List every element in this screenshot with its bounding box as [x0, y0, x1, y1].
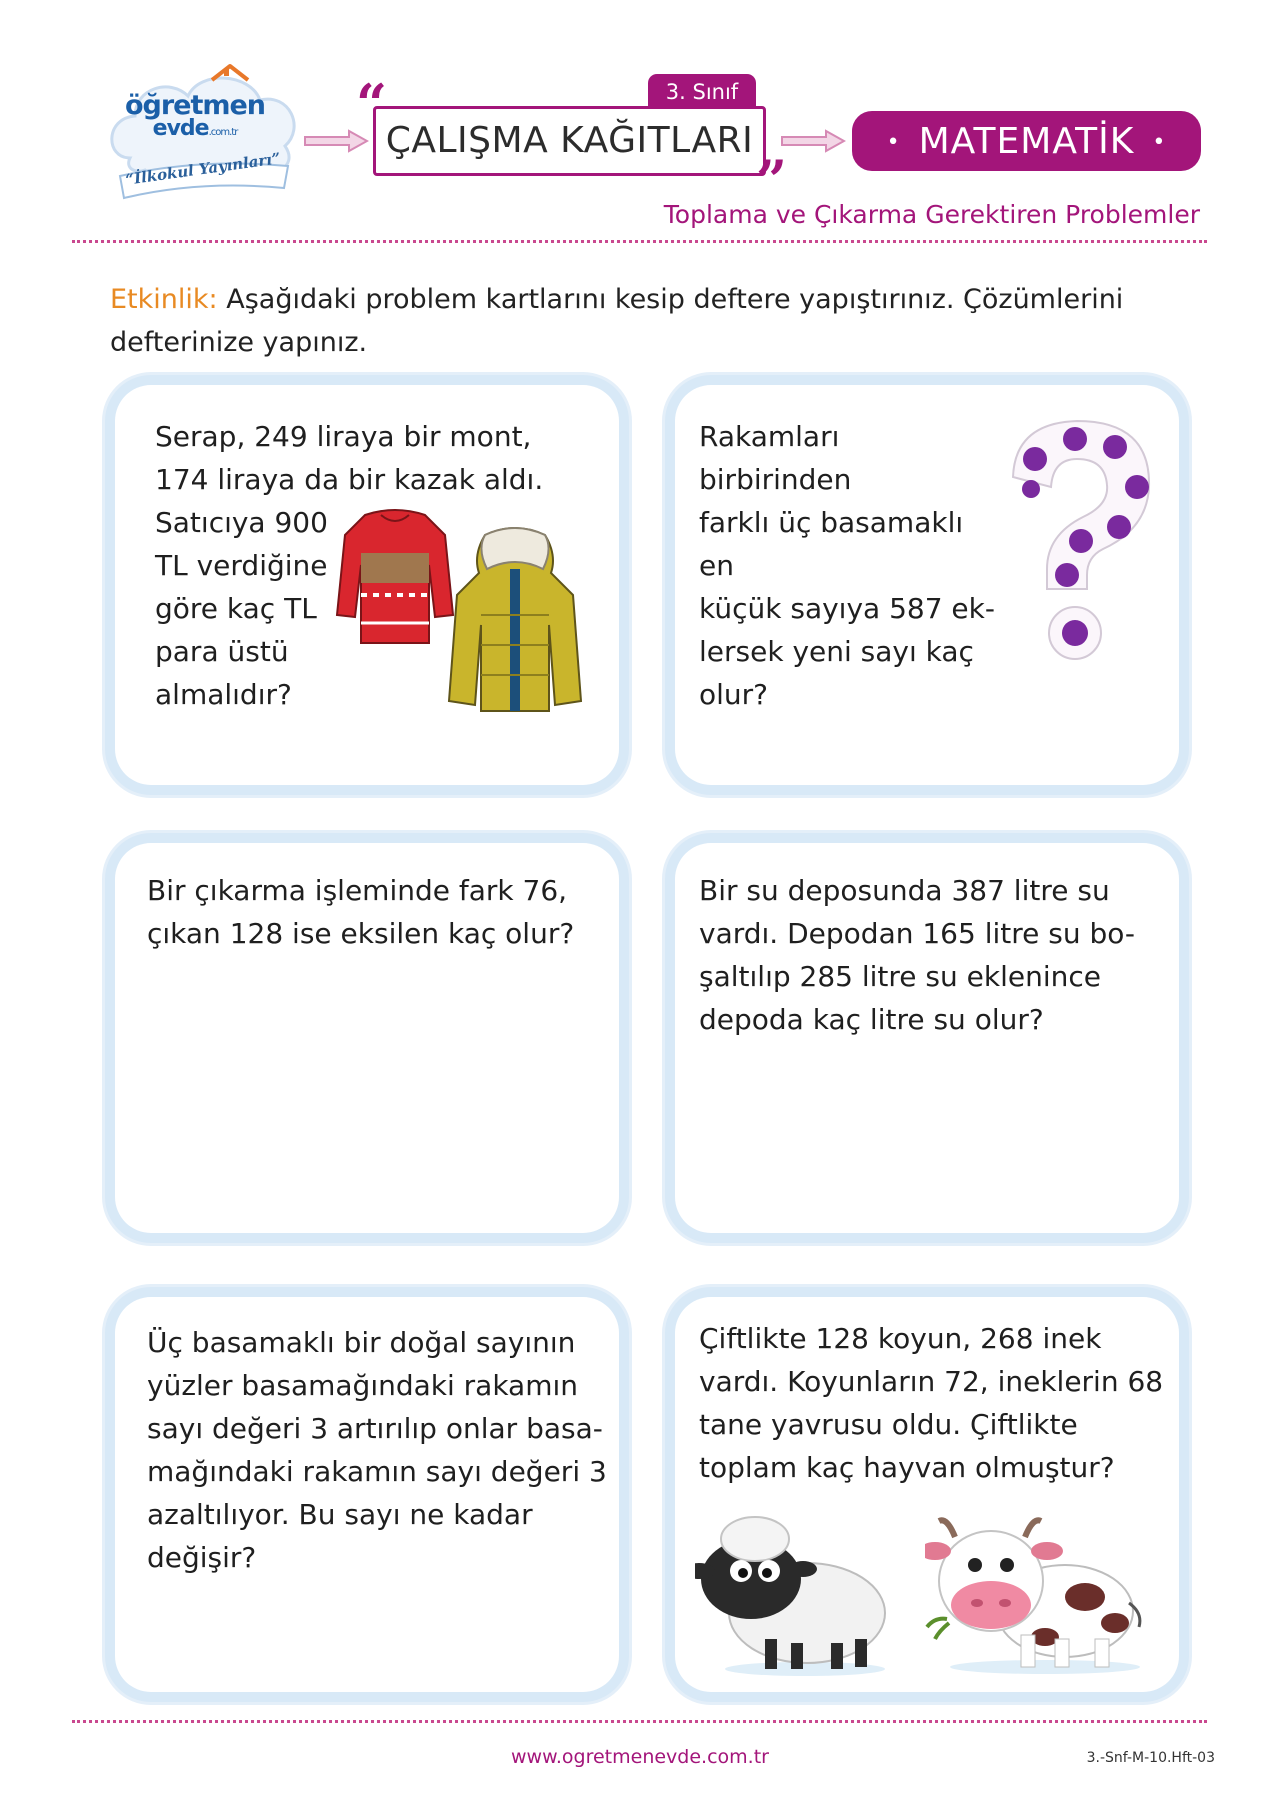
problem-line: yüzler basamağındaki rakamın [147, 1369, 579, 1402]
logo-domain: .com.tr [208, 127, 238, 138]
footer-code: 3.-Snf-M-10.Hft-03 [1086, 1750, 1215, 1766]
problem-card-3 [115, 843, 619, 1233]
problem-line: Rakamları birbirinden [699, 420, 852, 496]
subject-badge [852, 111, 1201, 171]
subject-label: MATEMATİK [918, 121, 1135, 162]
logo-line1: öğretmen [124, 90, 266, 121]
problem-line: Çiftlikte 128 koyun, 268 inek [699, 1322, 1102, 1355]
problem-line: mağındaki rakamın sayı değeri 3 [147, 1455, 607, 1488]
logo-line2: evde [152, 116, 209, 141]
page-title: ÇALIŞMA KAĞITLARI [385, 120, 754, 161]
problem-line: Bir su deposunda 387 litre su [699, 874, 1110, 907]
problem-line: toplam kaç hayvan olmuştur? [699, 1451, 1115, 1484]
sheep-icon [695, 1509, 895, 1679]
problem-card-1 [115, 385, 619, 785]
topic-title: Toplama ve Çıkarma Gerektiren Problemler [663, 200, 1200, 229]
problem-line: tane yavrusu oldu. Çiftlikte [699, 1408, 1078, 1441]
logo [100, 58, 310, 208]
arrow-right-icon [780, 129, 846, 153]
problem-line: almalıdır? [155, 678, 292, 711]
open-quote-icon: “ [356, 72, 388, 136]
problem-card-2 [675, 385, 1179, 785]
subject-dot-right: • [1152, 130, 1167, 155]
problem-line: Satıcıya 900 [155, 506, 328, 539]
jacket-icon [445, 525, 585, 715]
close-quote-icon: ” [756, 148, 788, 212]
subject-dot-left: • [886, 130, 901, 155]
problem-line: Bir çıkarma işleminde fark 76, [147, 874, 568, 907]
footer-url[interactable]: www.ogretmenevde.com.tr [511, 1746, 769, 1768]
problem-line: olur? [699, 678, 769, 711]
problem-line: sayı değeri 3 artırılıp onlar basa- [147, 1412, 603, 1445]
question-mark-icon [991, 417, 1161, 677]
problem-line: TL verdiğine [155, 549, 328, 582]
sweater-icon [335, 505, 455, 655]
problem-card-4 [675, 843, 1179, 1233]
logo-subtitle: “İlkokul Yayınları” [124, 149, 282, 189]
instruction [110, 278, 1200, 364]
problem-line: vardı. Depodan 165 litre su bo- [699, 917, 1136, 950]
problem-line: depoda kaç litre su olur? [699, 1003, 1044, 1036]
grade-tab: 3. Sınıf [648, 74, 756, 108]
instruction-text: Aşağıdaki problem kartlarını kesip deftere yapıştırınız. Çözümlerini defterinize yapınız. [110, 284, 1124, 358]
problem-card-6 [675, 1297, 1179, 1692]
problem-line: çıkan 128 ise eksilen kaç olur? [147, 917, 575, 950]
problem-line: para üstü [155, 635, 289, 668]
header-divider [72, 240, 1207, 243]
instruction-lead: Etkinlik: [110, 284, 218, 315]
cow-icon [925, 1507, 1145, 1677]
problem-line: 174 liraya da bir kazak aldı. [155, 463, 544, 496]
problem-line: Serap, 249 liraya bir mont, [155, 420, 532, 453]
problem-line: küçük sayıya 587 ek- [699, 592, 995, 625]
problem-line: azaltılıyor. Bu sayı ne kadar [147, 1498, 533, 1531]
problem-line: göre kaç TL [155, 592, 317, 625]
problem-card-5 [115, 1297, 619, 1692]
footer-divider [72, 1720, 1207, 1723]
problem-line: vardı. Koyunların 72, ineklerin 68 [699, 1365, 1164, 1398]
problem-line: değişir? [147, 1541, 257, 1574]
problem-line: şaltılıp 285 litre su eklenince [699, 960, 1101, 993]
problem-line: lersek yeni sayı kaç [699, 635, 974, 668]
problem-line: farklı üç basamaklı en [699, 506, 964, 582]
problem-line: Üç basamaklı bir doğal sayının [147, 1326, 576, 1359]
